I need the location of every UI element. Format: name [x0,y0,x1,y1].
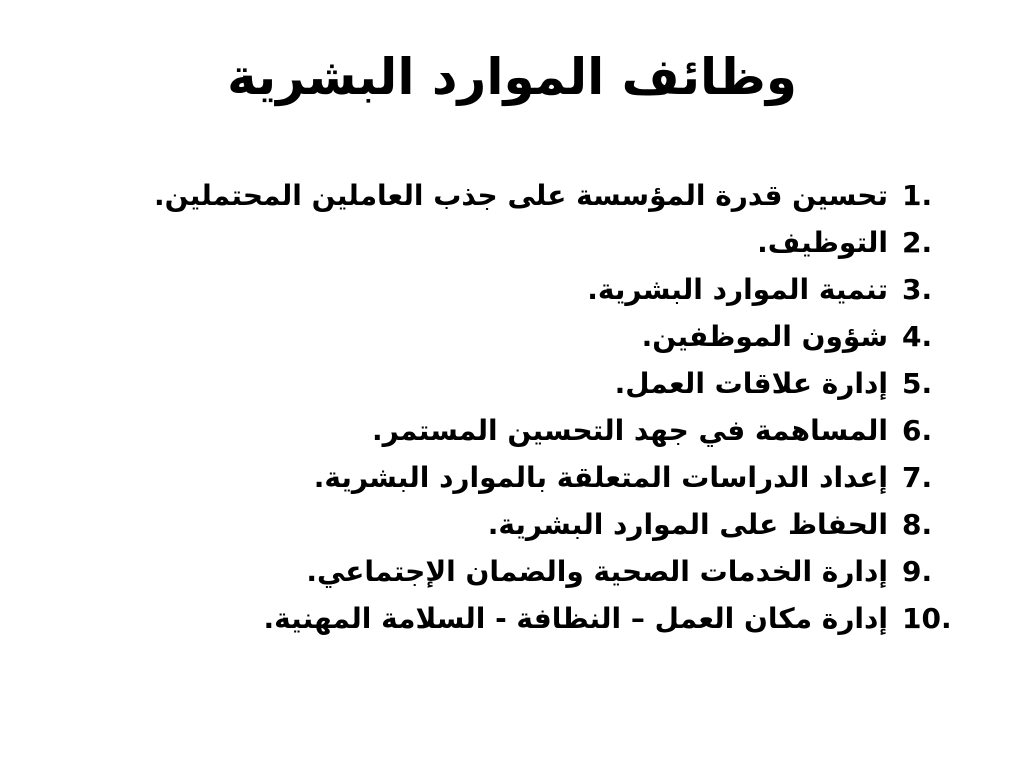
list-item [132,219,962,266]
list-item-number: 9. [902,555,933,588]
list-item-text: تحسين قدرة المؤسسة على جذب العاملين المحتملين. [153,179,888,212]
list-item-number: 7. [902,461,933,494]
list-item-number: 5. [902,367,933,400]
list-item-number: 8. [902,508,933,541]
slide-title: وظائف الموارد البشرية [227,48,797,106]
list-item-text: الحفاظ على الموارد البشرية. [487,508,888,541]
list-item-text: إدارة مكان العمل – النظافة - السلامة المهنية. [263,602,888,635]
functions-list [132,172,962,642]
list-item [132,266,962,313]
list-item-number: 3. [902,273,933,306]
list-item-text: إعداد الدراسات المتعلقة بالموارد البشرية. [313,461,888,494]
list-item [132,548,962,595]
list-item-text: المساهمة في جهد التحسين المستمر. [371,414,888,447]
list-item-number: 4. [902,320,933,353]
list-item-text: شؤون الموظفين. [641,320,888,353]
list-item-number: 2. [902,226,933,259]
list-item-text: إدارة الخدمات الصحية والضمان الإجتماعي. [306,555,888,588]
list-item [132,501,962,548]
list-item [132,407,962,454]
list-item [132,454,962,501]
list-item-text: تنمية الموارد البشرية. [587,273,888,306]
list-item [132,313,962,360]
list-item-number: 10. [902,602,952,635]
list-item-text: إدارة علاقات العمل. [614,367,888,400]
list-item-text: التوظيف. [757,226,888,259]
list-item [132,172,962,219]
list-item [132,595,962,642]
list-item-number: 1. [902,179,933,212]
list-item-number: 6. [902,414,933,447]
list-item [132,360,962,407]
